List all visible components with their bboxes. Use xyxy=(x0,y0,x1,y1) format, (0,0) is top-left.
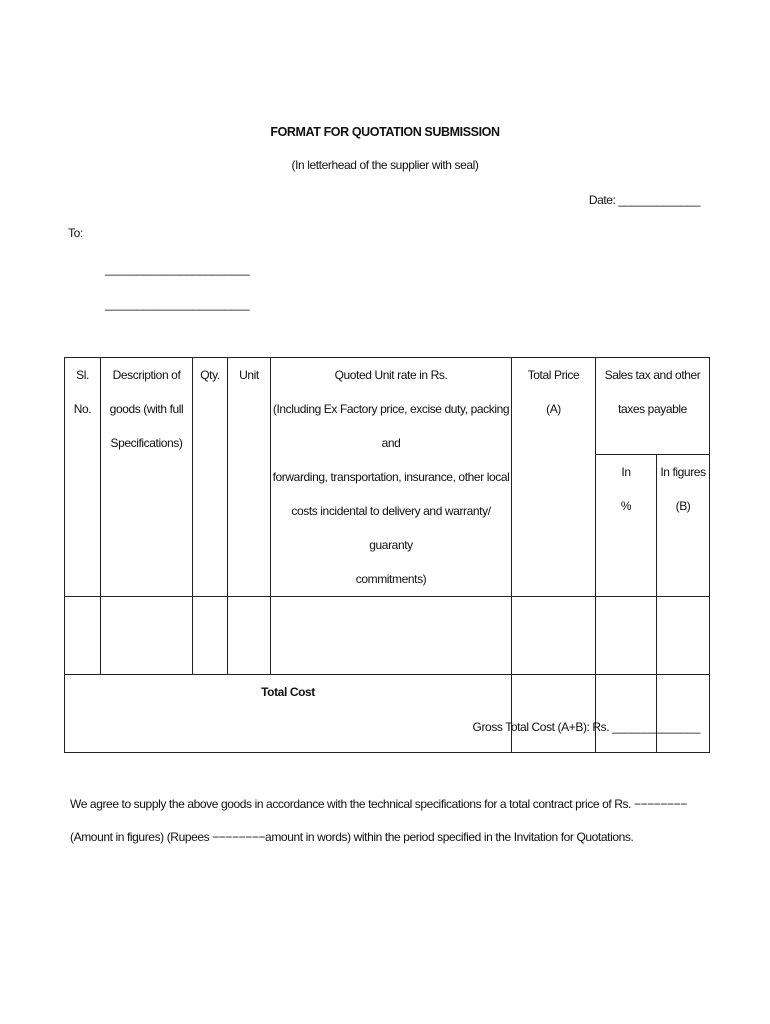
header-unit: Unit xyxy=(228,358,271,597)
address-line-2: _______________________ xyxy=(105,297,250,311)
cell-unit[interactable] xyxy=(228,597,271,675)
to-label: To: xyxy=(68,226,83,240)
header-in-percent: In % xyxy=(596,455,657,597)
gross-total-line: Gross Total Cost (A+B): Rs. ______________ xyxy=(472,720,700,734)
total-cost-tax-percent[interactable] xyxy=(596,675,657,753)
form-subtitle: (In letterhead of the supplier with seal) xyxy=(291,158,479,172)
header-in-figures: In figures (B) xyxy=(657,455,710,597)
form-title: FORMAT FOR QUOTATION SUBMISSION xyxy=(270,125,500,139)
header-sl-no: Sl. No. xyxy=(65,358,101,597)
header-quoted-unit-rate: Quoted Unit rate in Rs. (Including Ex Factory price, excise duty, packing and forwarding, transportation, insurance, other local costs incidental to delivery and warranty/ guaranty commitments) xyxy=(271,358,512,597)
cell-tax-figures[interactable] xyxy=(657,597,710,675)
cell-quoted-rate[interactable] xyxy=(271,597,512,675)
cell-sl-no[interactable] xyxy=(65,597,101,675)
cell-tax-percent[interactable] xyxy=(596,597,657,675)
header-total-price: Total Price (A) xyxy=(512,358,596,597)
total-cost-tax-figures[interactable] xyxy=(657,675,710,753)
agreement-paragraph: We agree to supply the above goods in accordance with the technical specifications for a total contract price of Rs. −−−−−−−− (Amount in figures) (Rupees −−−−−−−−amount in words) within the period specified in the Invitation for Quotations. xyxy=(70,797,687,844)
header-qty: Qty. xyxy=(193,358,228,597)
date-line: Date: _____________ xyxy=(588,193,700,207)
total-cost-label: Total Cost xyxy=(65,675,512,753)
header-sales-tax: Sales tax and other taxes payable xyxy=(596,358,710,455)
table-row xyxy=(65,597,710,675)
cell-total-price[interactable] xyxy=(512,597,596,675)
header-description: Description of goods (with full Specifications) xyxy=(101,358,193,597)
address-line-1: _______________________ xyxy=(105,262,250,276)
cell-qty[interactable] xyxy=(193,597,228,675)
total-cost-row xyxy=(65,675,710,753)
total-cost-total-price[interactable] xyxy=(512,675,596,753)
quotation-table xyxy=(64,357,710,753)
cell-description[interactable] xyxy=(101,597,193,675)
